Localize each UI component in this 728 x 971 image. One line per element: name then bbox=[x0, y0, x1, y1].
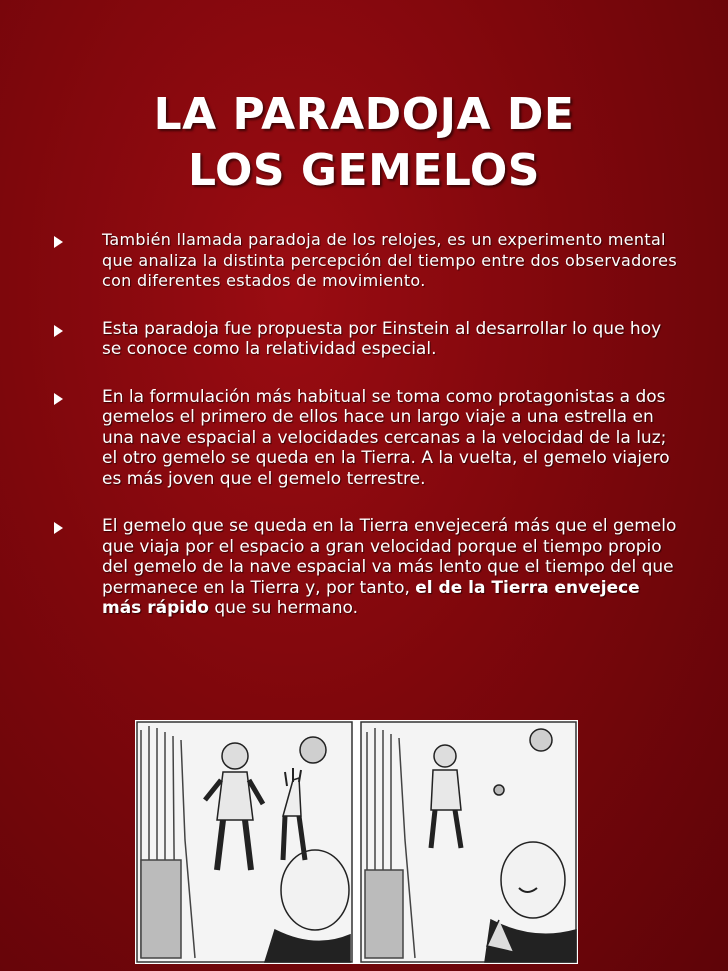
bullet-item bbox=[44, 319, 684, 360]
bullet-marker-icon bbox=[54, 522, 63, 534]
slide-title-line-2: LOS GEMELOS bbox=[188, 145, 540, 197]
slide-title bbox=[60, 87, 668, 199]
twins-illustration bbox=[135, 720, 578, 964]
panel-right bbox=[361, 722, 576, 962]
twins-illustration-svg bbox=[135, 720, 578, 964]
bullet-text-after: que su hermano. bbox=[208, 598, 358, 618]
panel-left bbox=[137, 722, 352, 962]
bullet-text-before: El gemelo que se queda en la Tierra envejecerá más que el gemelo que viaja por el espacio a gran velocidad porque el tiempo propio del gemelo de la nave espacial va más lento que el tiempo del que permanece en la Tierra y, por tanto, bbox=[102, 516, 677, 598]
bullet-text: Esta paradoja fue propuesta por Einstein al desarrollar lo que hoy se conoce como la relatividad especial. bbox=[102, 318, 662, 359]
bullet-text bbox=[102, 516, 684, 619]
bullet-item bbox=[44, 387, 684, 490]
slide-title-line-1: LA PARADOJA DE bbox=[153, 89, 575, 141]
bullet-marker-icon bbox=[54, 325, 63, 337]
bullet-text-bold: el de la Tierra envejece más rápido bbox=[102, 577, 640, 618]
bullet-text: También llamada paradoja de los relojes, es un experimento mental que analiza la distinta percepción del tiempo entre dos observadores con diferentes estados de movimiento. bbox=[102, 230, 677, 290]
bullet-text: En la formulación más habitual se toma como protagonistas a dos gemelos el primero de ellos hace un largo viaje a una estrella en una nave espacial a velocidades cercanas a la velocidad de la luz; el otro gemelo se queda en la Tierra. A la vuelta, el gemelo viajero es más joven que el gemelo terrestre. bbox=[102, 386, 670, 489]
bullet-item bbox=[44, 230, 684, 292]
bullet-item bbox=[44, 516, 684, 619]
bullet-marker-icon bbox=[54, 393, 63, 405]
bullet-marker-icon bbox=[54, 236, 63, 248]
bullet-list bbox=[44, 230, 684, 646]
